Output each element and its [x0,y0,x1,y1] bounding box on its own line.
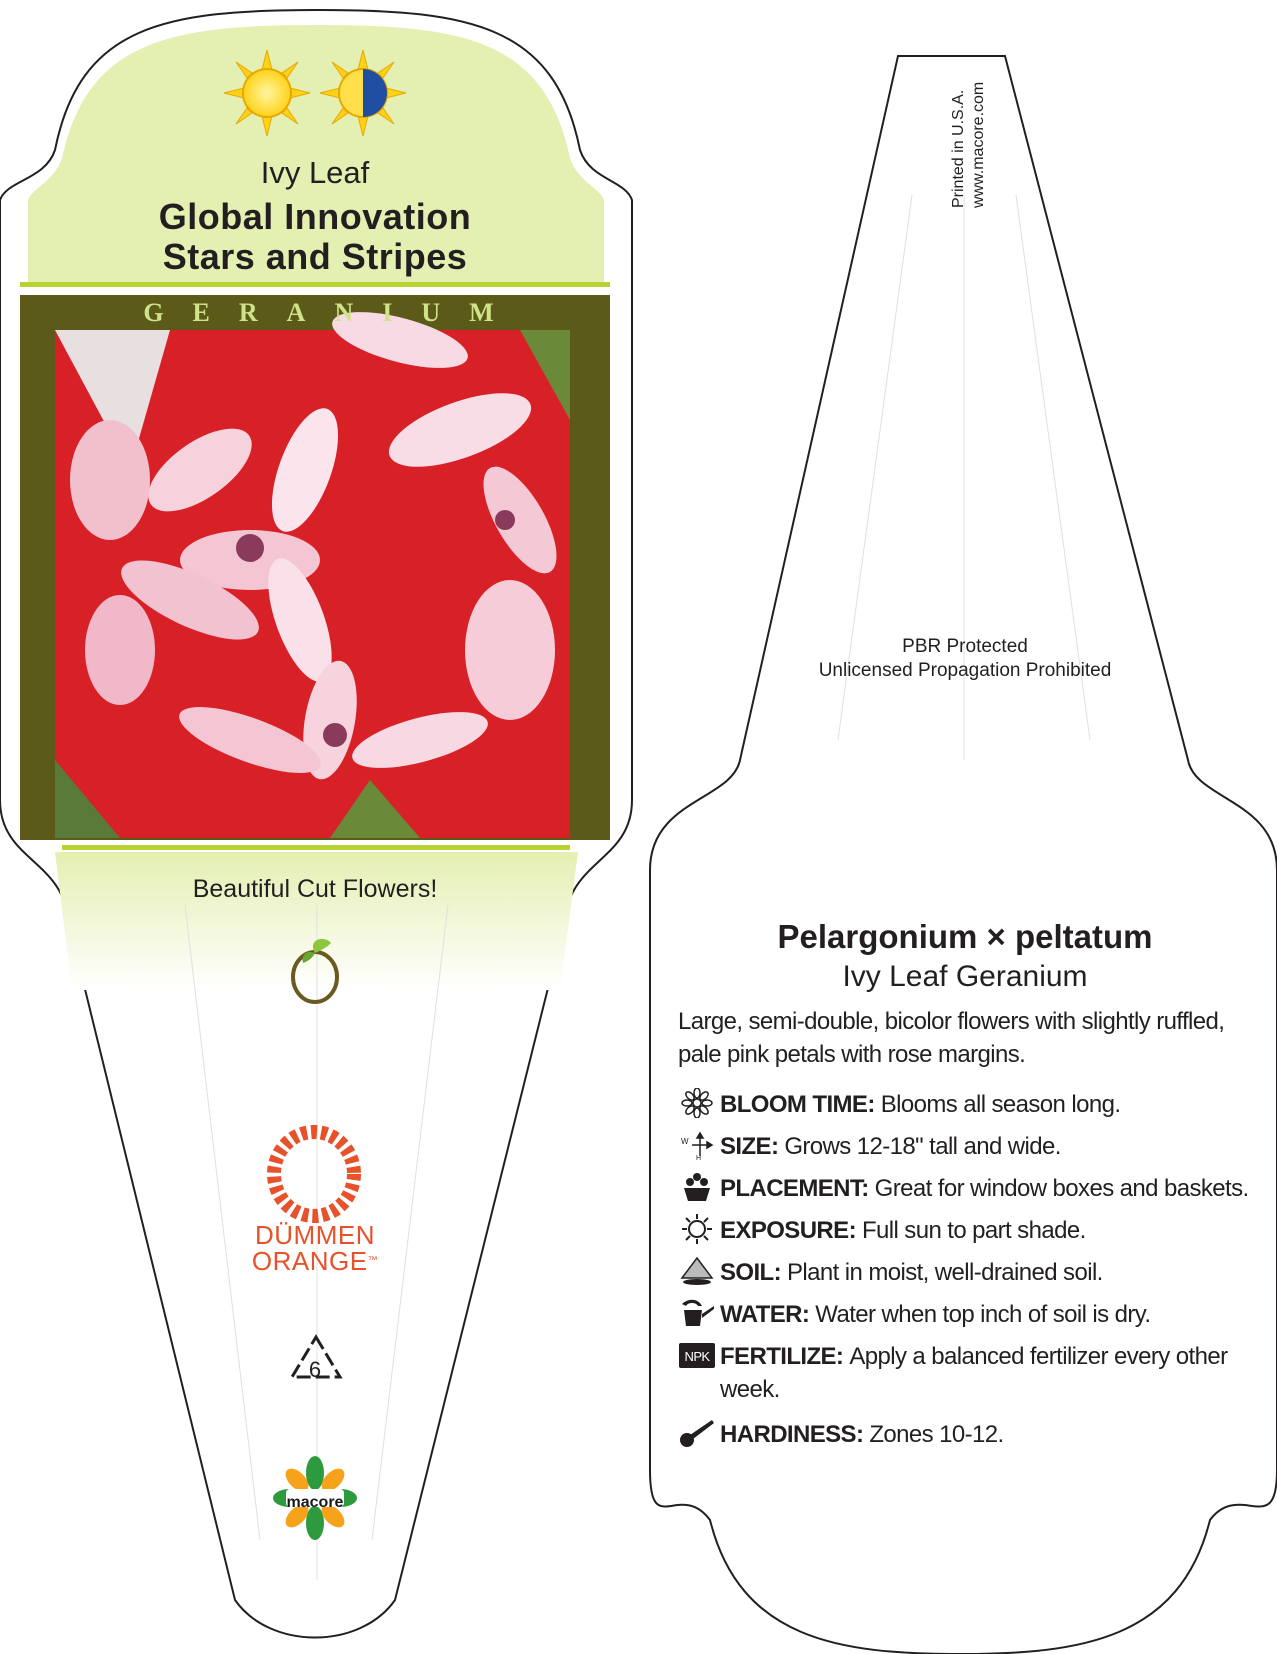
attr-label: WATER: [720,1301,810,1328]
brand-line2-text: ORANGE [251,1246,368,1276]
npk-icon [678,1340,716,1370]
attr-placement [678,1172,1258,1205]
tagline: Beautiful Cut Flowers! [192,875,438,903]
size-arrows-icon [678,1130,716,1160]
brand-line1: DÜMMEN [255,1220,375,1250]
attr-size [678,1130,1258,1163]
description: Large, semi-double, bicolor flowers with slightly ruffled, pale pink petals with rose margins. [678,1008,1225,1068]
pbr-notice: PBR Protected [902,636,1028,657]
attr-bloom-time [678,1088,1258,1121]
attr-value: Water when top inch of soil is dry. [815,1301,1151,1328]
attr-label: SIZE: [720,1133,779,1160]
attr-value: Plant in moist, well-drained soil. [787,1259,1103,1286]
attr-value: Blooms all season long. [880,1091,1121,1118]
npk-text: NPK [684,1349,710,1364]
attr-water [678,1298,1258,1331]
brand-line2 [235,1248,395,1274]
watering-can-icon [678,1298,716,1328]
series-name: Global Innovation [158,196,472,237]
attr-fertilize [678,1340,1258,1406]
attr-exposure [678,1214,1258,1247]
attr-value: Apply a balanced fertilizer every other week. [720,1343,1228,1403]
variety-type: Ivy Leaf [260,155,370,190]
variety-name: Stars and Stripes [162,236,468,277]
attr-soil [678,1256,1258,1289]
dummen-orange-logo-icon [258,1125,370,1223]
attr-value: Great for window boxes and baskets. [874,1175,1249,1202]
flower-photo [55,301,571,838]
recycle-code: 6 [308,1357,322,1382]
attr-value: Zones 10-12. [869,1421,1004,1448]
brand-logo-text [235,1222,395,1274]
flower-icon [678,1088,716,1118]
propagation-notice: Unlicensed Propagation Prohibited [818,660,1112,681]
attr-value: Full sun to part shade. [861,1217,1086,1244]
svg-text:H: H [696,1155,701,1160]
trademark: ™ [367,1255,379,1266]
attr-label: BLOOM TIME: [720,1091,875,1118]
attr-label: EXPOSURE: [720,1217,856,1244]
full-sun-icon [222,48,312,138]
attr-label: FERTILIZE: [720,1343,844,1370]
genus-label: GERANIUM [143,298,523,327]
attr-hardiness [678,1418,1258,1451]
attr-label: PLACEMENT: [720,1175,869,1202]
printed-in-label: Printed in U.S.A. [950,89,967,208]
attr-label: SOIL: [720,1259,781,1286]
macore-logo-text: macore [286,1494,344,1511]
svg-text:W: W [681,1137,688,1146]
website-label: www.macore.com [970,81,987,208]
soil-icon [678,1256,716,1286]
sun-exposure-icon [678,1214,716,1244]
common-name: Ivy Leaf Geranium [842,960,1088,993]
leaf-logo-icon [285,935,345,1005]
thermometer-icon [678,1418,716,1448]
placement-icon [678,1172,716,1202]
part-sun-icon [318,48,408,138]
scientific-name: Pelargonium × peltatum [777,918,1153,955]
attr-value: Grows 12-18" tall and wide. [784,1133,1061,1160]
attr-label: HARDINESS: [720,1421,864,1448]
